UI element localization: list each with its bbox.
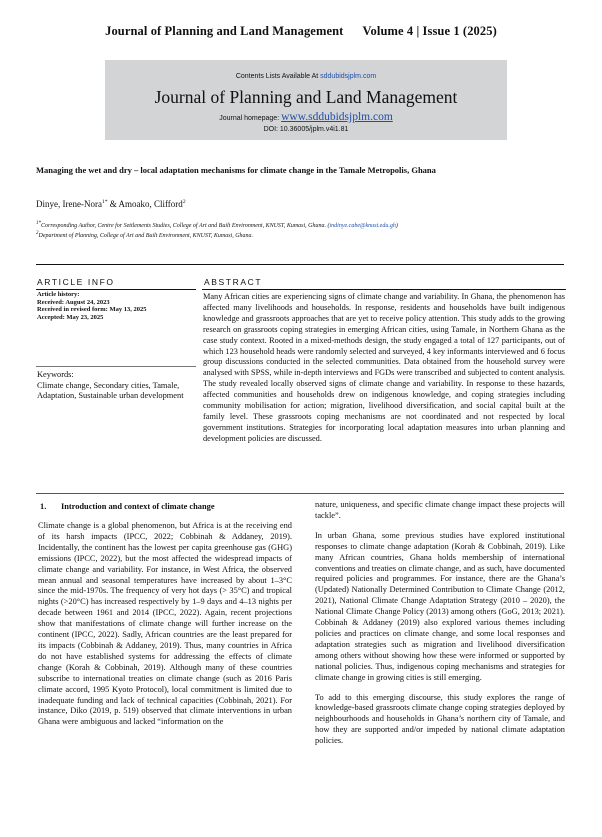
affiliation-2 [36, 231, 576, 239]
homepage-label: Journal homepage: [219, 115, 282, 122]
available-link[interactable]: sddubidsjplm.com [320, 73, 377, 80]
available-line [105, 73, 507, 80]
right-paragraph-3: To add to this emerging discourse, this study explores the range of knowledge-based grassroots climate change coping strategies deployed by neighbourhoods and households in Ghana’s northern city of Tamale, and how they are supported and/or impeded by national climate adaptation policies. [315, 692, 565, 746]
section-heading-introduction: 1. Introduction and context of climate change [40, 502, 215, 511]
author-1-sup: 1* [101, 199, 108, 205]
keywords-rule [36, 366, 196, 367]
doi-line: DOI: 10.36005/jplm.v4i1.81 [263, 126, 349, 133]
right-column [315, 500, 565, 756]
homepage-link[interactable]: www.sddubidsjplm.com [281, 111, 393, 123]
running-head: Journal of Planning and Land Management Volume 4 | Issue 1 (2025) [105, 24, 497, 38]
author-2-sup: 2 [182, 199, 186, 205]
affiliation-1 [36, 221, 576, 229]
keywords-list: Climate change, Secondary cities, Tamale, Adaptation, Sustainable urban development [37, 380, 184, 401]
abstract-heading: ABSTRACT [204, 277, 263, 287]
abstract-text: Many African cities are experiencing signs of climate change and variability. In Ghana, the phenomenon has affected many livelihoods and households. In response, residents and households have built indigenous knowledge and grassroots approaches that are yet to receive policy attention. This study adds to the growing research on grassroots coping strategies in emerging African cities, using Tamale, in Northern Ghana as the case study context. Rooted in a mixed-methods design, the study engaged a total of 127 participants, out of which 123 household heads were randomly selected and surveyed, 4 key informants interviewed and 6 focus group discussions conducted in the selected communities. Data obtained from the household survey were analysed with SPSS, while in-depth interviews and FGDs were transcribed and subjected to content analysis. The study revealed locally observed signs of climate change and variability. In response to these hazards, affected communities and households drew on indigenous knowledge, and coping strategies including community mobilisation for action; migration, livelihood diversification, and social capital built at the family level. These grassroots coping mechanisms are not coordinated and not respected by local government institutions. Strategies for incorporating local adaptation measures into urban planning and development policies are discussed. [203, 292, 565, 443]
received-date: Received: August 24, 2023 [37, 298, 110, 306]
history-heading: Article history: [37, 291, 80, 298]
keywords-block [37, 370, 187, 402]
available-prefix: Contents Lists Available At [235, 73, 321, 80]
left-column [38, 521, 292, 737]
article-info-rule [36, 289, 196, 290]
affiliation-2-sup: 2 [36, 231, 39, 236]
affiliation-1-close: ) [395, 223, 398, 229]
abstract-rule [202, 289, 566, 290]
article-info-heading: ARTICLE INFO [37, 277, 115, 287]
article-history [37, 291, 197, 321]
journal-title: Journal of Planning and Land Management [154, 87, 458, 107]
accepted-date: Accepted: May 23, 2025 [37, 313, 104, 321]
author-email-link[interactable]: indinye.cabe@knust.edu.gh [329, 223, 396, 229]
affiliation-1-text: Corresponding Author, Centre for Settlements Studies, College of Art and Built Environment, KNUST, Kumasi, Ghana. ( [41, 223, 330, 229]
right-paragraph-2: In urban Ghana, some previous studies have explored institutional responses to climate change adaptation (Korah & Cobbinah, 2019). Like many African countries, Ghana holds membership of international conventions and treaties on climate change, and as such, have documented required policies and programmes. For instance, there are the Ghana’s (Updated) Nationally Determined Contribution to Climate Change (2012, 2021), National Climate Change Adaptation Strategy (2010 – 2020), the National Climate Change Policy (2013) among others (GoG, 2013; 2021). Cobbinah & Addaney (2019) also explored various themes including policies and practices on climate change, and some local responses and adaptation strategies such as migration and livelihood diversification among others without showing how these were informed or supported by national policies. Thus, indigenous coping mechanisms and strategies for climate change in growing cities is still emerging. [315, 530, 565, 682]
affiliation-2-text: Department of Planning, College of Art and Built Environment, KNUST, Kumasi, Ghana. [38, 233, 254, 239]
header-divider [36, 264, 564, 265]
homepage-line [105, 111, 507, 123]
author-1: Dinye, Irene-Nora [36, 199, 102, 209]
author-line [36, 199, 186, 209]
revised-date: Received in revised form: May 13, 2025 [37, 306, 147, 314]
body-divider [36, 493, 564, 494]
left-paragraph-1: Climate change is a global phenomenon, but Africa is at the receiving end of its harsh impacts (IPCC, 2022; Cobbinah & Addaney, 2019). Incidentally, the continent has the lowest per capita greenhouse gas (GHG) emissions (IPCC, 2022), but the most affected the widespread impacts of climate change and variability. For instance, in West Africa, the observed mean annual and seasonal temperatures have increased by about 1–3°C since the mid-1970s. The frequency of very hot days (> 35°C) and tropical nights (>20°C) has increased respectively by 1–9 days and 4–13 nights per decade between 1961 and 2014 (IPCC, 2022). Again, recent projections show that manifestations of climate change will further increase on the continent (IPCC, 2022). Sadly, African countries are the least prepared for its impacts (Cobbinah & Addaney, 2019). Thus, many countries in Africa do not have established systems for addressing the effects of climate change (Korah & Cobbinah, 2019). Although many of these countries subscribe to international treaties on climate change (such as 2016 Paris climate accord, 1995 Kyoto Protocol), local commitment is limited due to inadequate funding and lack of technical capacities (Cobbinah, 2021). For instance, Diko (2019, p. 519) observed that climate interventions in urban Ghana were ambiguous and lacked “information on the [38, 521, 292, 727]
keywords-heading: Keywords: [37, 370, 74, 379]
right-paragraph-1: nature, uniqueness, and specific climate change impact these projects will tackle”. [315, 500, 565, 520]
affiliation-1-sup: 1* [36, 221, 41, 226]
journal-banner [105, 60, 507, 140]
author-join: & Amoako, Clifford [107, 199, 183, 209]
paper-title: Managing the wet and dry – local adaptation mechanisms for climate change in the Tamale Metropolis, Ghana [36, 165, 436, 175]
